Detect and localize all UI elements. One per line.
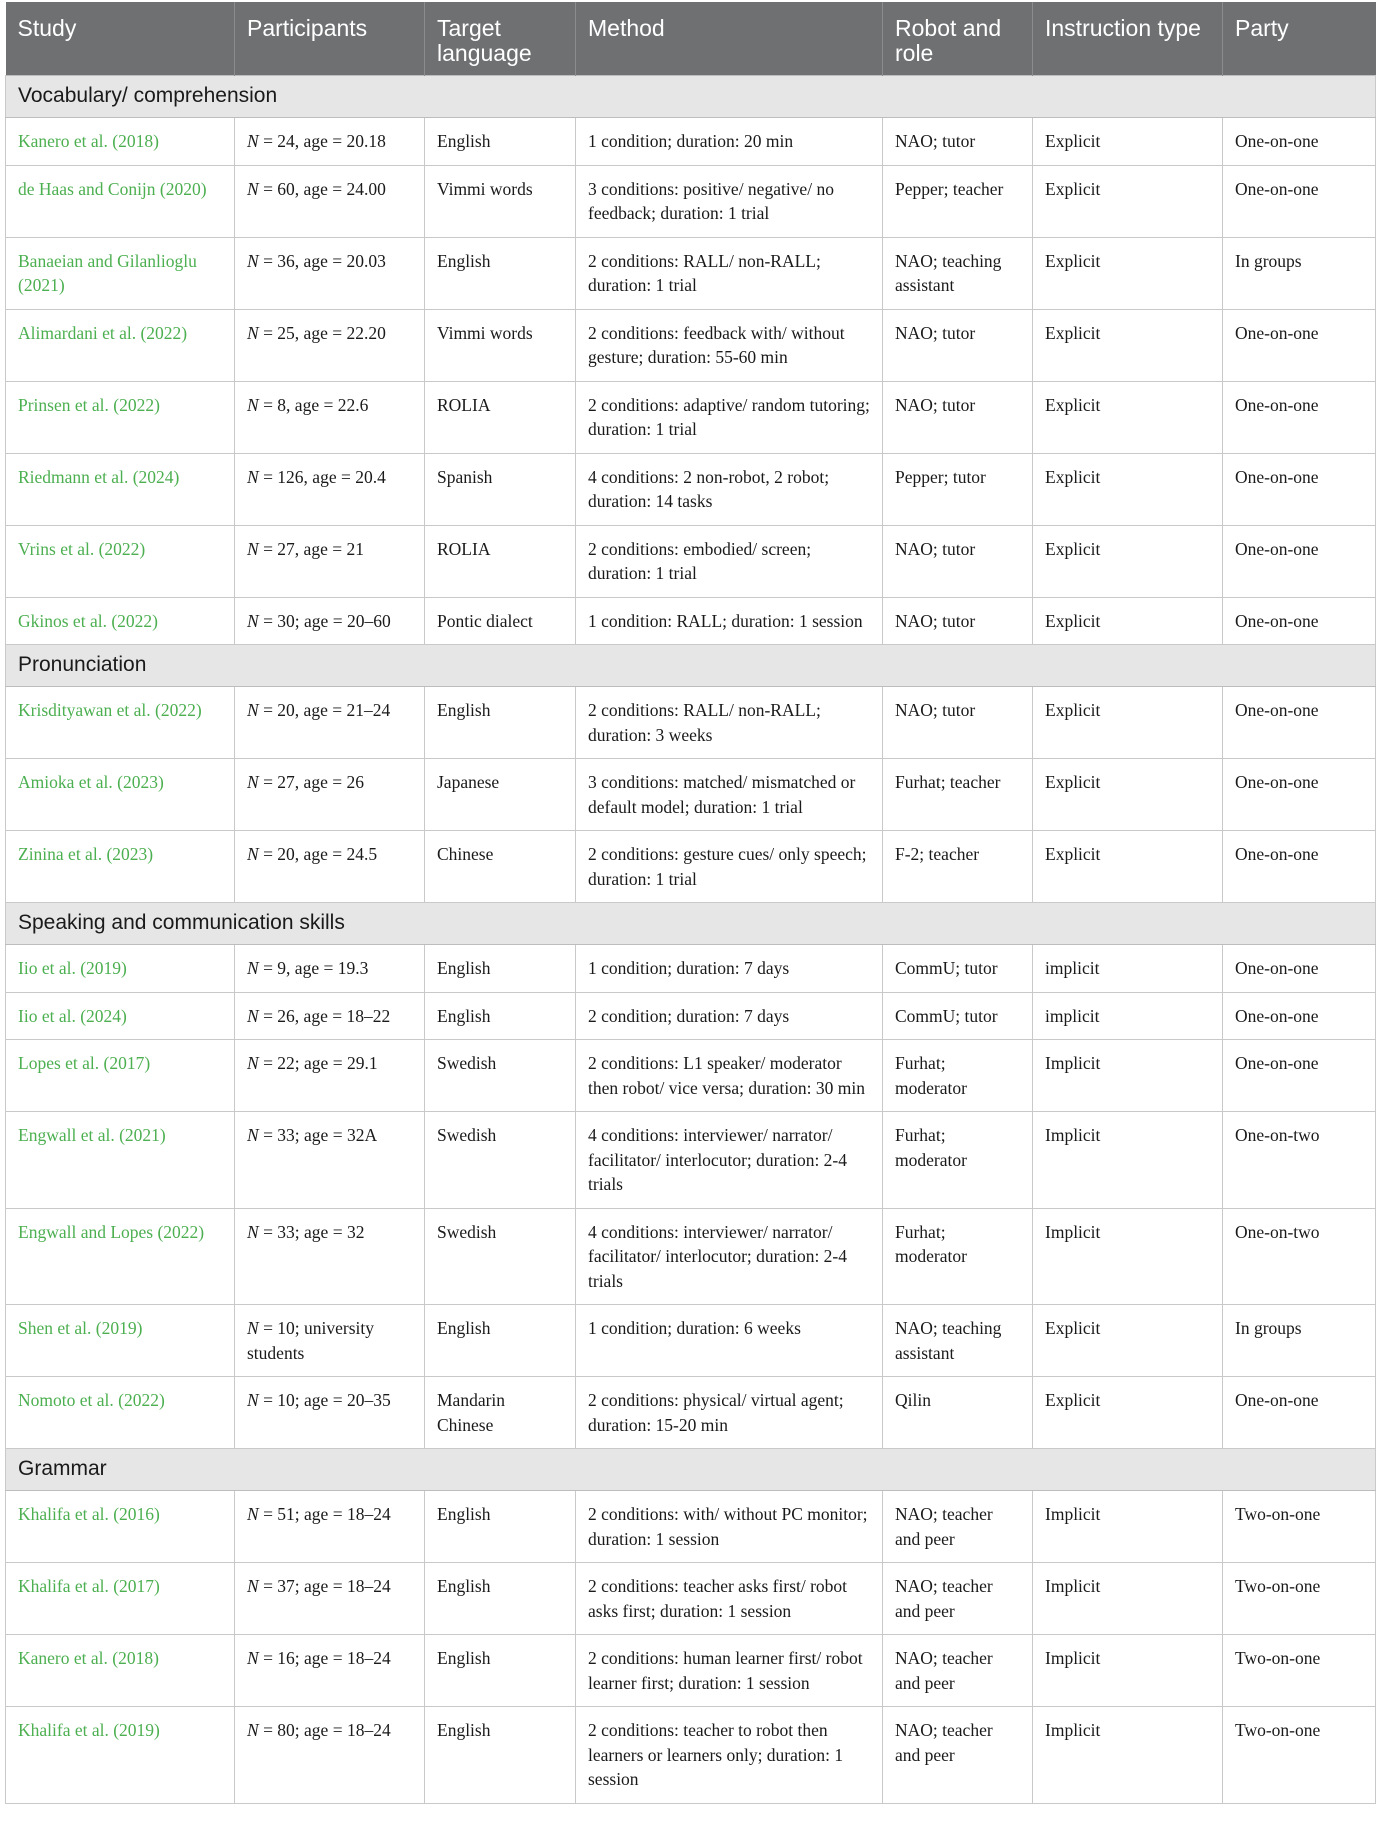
table-row [6, 1635, 1376, 1707]
participants-cell [235, 831, 425, 903]
method-cell: 1 condition; duration: 20 min [576, 118, 883, 166]
study-link[interactable]: Khalifa et al. (2019) [6, 1707, 235, 1804]
participants-text: = 10; university students [247, 1318, 375, 1363]
method-cell: 4 conditions: interviewer/ narrator/ facilitator/ interlocutor; duration: 2-4 trials [576, 1208, 883, 1305]
n-symbol: N [247, 1005, 259, 1026]
study-link[interactable]: Kanero et al. (2018) [6, 118, 235, 166]
table-row [6, 1208, 1376, 1305]
target-language-cell: ROLIA [425, 525, 576, 597]
participants-text: = 33; age = 32A [258, 1125, 378, 1145]
method-cell: 2 conditions: teacher asks first/ robot asks first; duration: 1 session [576, 1563, 883, 1635]
participants-text: = 20, age = 21–24 [258, 700, 391, 720]
participants-text: = 30; age = 20–60 [258, 610, 391, 631]
instruction-type-cell: Explicit [1033, 525, 1223, 597]
robot-role-cell: NAO; tutor [883, 687, 1033, 759]
section-row [6, 76, 1376, 118]
n-symbol: N [247, 131, 259, 151]
instruction-type-cell: Implicit [1033, 1707, 1223, 1804]
instruction-type-cell: Explicit [1033, 831, 1223, 903]
robot-role-cell: NAO; teacher and peer [883, 1707, 1033, 1804]
robot-role-cell: CommU; tutor [883, 945, 1033, 993]
participants-cell [235, 687, 425, 759]
header-party: Party [1223, 2, 1376, 76]
participants-cell [235, 945, 425, 993]
n-symbol: N [247, 250, 259, 271]
target-language-cell: Vimmi words [425, 309, 576, 381]
study-link[interactable]: Shen et al. (2019) [6, 1305, 235, 1377]
party-cell: One-on-one [1223, 1040, 1376, 1112]
robot-role-cell: Furhat; moderator [883, 1112, 1033, 1209]
target-language-cell: English [425, 1707, 576, 1804]
participants-cell [235, 1377, 425, 1449]
study-link[interactable]: Lopes et al. (2017) [6, 1040, 235, 1112]
robot-role-cell: Furhat; moderator [883, 1208, 1033, 1305]
method-cell: 4 conditions: 2 non-robot, 2 robot; duration: 14 tasks [576, 453, 883, 525]
header-participants: Participants [235, 2, 425, 76]
participants-cell [235, 525, 425, 597]
participants-text: = 26, age = 18–22 [258, 1005, 391, 1026]
participants-cell [235, 759, 425, 831]
robot-role-cell: NAO; teacher and peer [883, 1563, 1033, 1635]
target-language-cell: Spanish [425, 453, 576, 525]
table-row [6, 831, 1376, 903]
table-row [6, 309, 1376, 381]
table-body [6, 76, 1376, 1804]
party-cell: One-on-one [1223, 118, 1376, 166]
n-symbol: N [247, 1576, 259, 1596]
instruction-type-cell: Explicit [1033, 237, 1223, 309]
robot-role-cell: NAO; tutor [883, 118, 1033, 166]
target-language-cell: English [425, 1491, 576, 1563]
instruction-type-cell: Implicit [1033, 1491, 1223, 1563]
target-language-cell: Swedish [425, 1208, 576, 1305]
target-language-cell: English [425, 118, 576, 166]
header-row [6, 2, 1376, 76]
party-cell: One-on-one [1223, 309, 1376, 381]
instruction-type-cell: Implicit [1033, 1040, 1223, 1112]
study-link[interactable]: Engwall and Lopes (2022) [6, 1208, 235, 1305]
target-language-cell: ROLIA [425, 381, 576, 453]
table-row [6, 1491, 1376, 1563]
instruction-type-cell: Explicit [1033, 1377, 1223, 1449]
participants-cell [235, 992, 425, 1040]
n-symbol: N [247, 1221, 259, 1242]
study-link[interactable]: de Haas and Conijn (2020) [6, 165, 235, 237]
participants-text: = 25, age = 22.20 [258, 322, 386, 343]
participants-cell [235, 237, 425, 309]
n-symbol: N [247, 700, 259, 720]
method-cell: 2 conditions: adaptive/ random tutoring; duration: 1 trial [576, 381, 883, 453]
participants-cell [235, 165, 425, 237]
table-row [6, 992, 1376, 1040]
study-link[interactable]: Prinsen et al. (2022) [6, 381, 235, 453]
section-row [6, 903, 1376, 945]
method-cell: 1 condition; duration: 6 weeks [576, 1305, 883, 1377]
robot-role-cell: F-2; teacher [883, 831, 1033, 903]
participants-cell [235, 597, 425, 645]
study-link[interactable]: Kanero et al. (2018) [6, 1635, 235, 1707]
party-cell: One-on-one [1223, 597, 1376, 645]
table-row [6, 1563, 1376, 1635]
target-language-cell: Pontic dialect [425, 597, 576, 645]
target-language-cell: Vimmi words [425, 165, 576, 237]
n-symbol: N [247, 466, 259, 487]
method-cell: 2 conditions: physical/ virtual agent; duration: 15-20 min [576, 1377, 883, 1449]
participants-cell [235, 381, 425, 453]
method-cell: 2 conditions: embodied/ screen; duration: 1 trial [576, 525, 883, 597]
participants-cell [235, 309, 425, 381]
party-cell: In groups [1223, 1305, 1376, 1377]
instruction-type-cell: Explicit [1033, 381, 1223, 453]
instruction-type-cell: Implicit [1033, 1112, 1223, 1209]
participants-text: = 37; age = 18–24 [258, 1576, 391, 1596]
method-cell: 1 condition: RALL; duration: 1 session [576, 597, 883, 645]
study-link[interactable]: Krisdityawan et al. (2022) [6, 687, 235, 759]
party-cell: Two-on-one [1223, 1707, 1376, 1804]
section-row [6, 1449, 1376, 1491]
instruction-type-cell: Explicit [1033, 687, 1223, 759]
n-symbol: N [247, 322, 259, 343]
table-row [6, 759, 1376, 831]
table-row [6, 1112, 1376, 1209]
robot-role-cell: NAO; tutor [883, 309, 1033, 381]
instruction-type-cell: Explicit [1033, 453, 1223, 525]
participants-cell [235, 118, 425, 166]
section-row [6, 645, 1376, 687]
study-link[interactable]: Zinina et al. (2023) [6, 831, 235, 903]
table-row [6, 1707, 1376, 1804]
robot-role-cell: Pepper; teacher [883, 165, 1033, 237]
robot-role-cell: NAO; tutor [883, 381, 1033, 453]
participants-cell [235, 1112, 425, 1209]
participants-cell [235, 1635, 425, 1707]
n-symbol: N [247, 1053, 259, 1073]
study-link[interactable]: Iio et al. (2019) [6, 945, 235, 993]
participants-cell [235, 1707, 425, 1804]
table-row [6, 597, 1376, 645]
robot-role-cell: NAO; teacher and peer [883, 1635, 1033, 1707]
robot-role-cell: NAO; tutor [883, 525, 1033, 597]
party-cell: One-on-one [1223, 992, 1376, 1040]
party-cell: One-on-one [1223, 831, 1376, 903]
table-row [6, 1040, 1376, 1112]
method-cell: 2 condition; duration: 7 days [576, 992, 883, 1040]
party-cell: Two-on-one [1223, 1635, 1376, 1707]
n-symbol: N [247, 1390, 259, 1410]
party-cell: One-on-one [1223, 525, 1376, 597]
table-row [6, 165, 1376, 237]
header-method: Method [576, 2, 883, 76]
method-cell: 2 conditions: human learner first/ robot learner first; duration: 1 session [576, 1635, 883, 1707]
participants-text: = 51; age = 18–24 [258, 1504, 391, 1524]
table-row [6, 525, 1376, 597]
header-study: Study [6, 2, 235, 76]
header-instruction-type: Instruction type [1033, 2, 1223, 76]
study-link[interactable]: Banaeian and Gilanlioglu (2021) [6, 237, 235, 309]
instruction-type-cell: Explicit [1033, 759, 1223, 831]
robot-role-cell: NAO; teaching assistant [883, 1305, 1033, 1377]
method-cell: 2 conditions: feedback with/ without gesture; duration: 55-60 min [576, 309, 883, 381]
party-cell: One-on-one [1223, 687, 1376, 759]
robot-role-cell: Furhat; teacher [883, 759, 1033, 831]
target-language-cell: English [425, 1305, 576, 1377]
participants-text: = 8, age = 22.6 [258, 394, 369, 415]
table-header [6, 2, 1376, 76]
study-link[interactable]: Khalifa et al. (2016) [6, 1491, 235, 1563]
target-language-cell: English [425, 1635, 576, 1707]
participants-text: = 36, age = 20.03 [258, 250, 386, 271]
table-row [6, 381, 1376, 453]
n-symbol: N [247, 1504, 259, 1524]
robot-role-cell: NAO; teacher and peer [883, 1491, 1033, 1563]
participants-text: = 126, age = 20.4 [258, 466, 386, 487]
header-target-language: Target language [425, 2, 576, 76]
method-cell: 4 conditions: interviewer/ narrator/ facilitator/ interlocutor; duration: 2-4 trials [576, 1112, 883, 1209]
participants-text: = 27, age = 26 [258, 772, 364, 792]
table-row [6, 237, 1376, 309]
participants-text: = 20, age = 24.5 [258, 844, 378, 864]
target-language-cell: English [425, 1563, 576, 1635]
party-cell: One-on-one [1223, 381, 1376, 453]
target-language-cell: Swedish [425, 1112, 576, 1209]
robot-role-cell: NAO; tutor [883, 597, 1033, 645]
study-link[interactable]: Amioka et al. (2023) [6, 759, 235, 831]
instruction-type-cell: implicit [1033, 945, 1223, 993]
instruction-type-cell: Explicit [1033, 309, 1223, 381]
participants-text: = 22; age = 29.1 [258, 1053, 378, 1073]
robot-role-cell: CommU; tutor [883, 992, 1033, 1040]
participants-text: = 9, age = 19.3 [258, 958, 369, 978]
table-row [6, 687, 1376, 759]
table-row [6, 453, 1376, 525]
target-language-cell: English [425, 687, 576, 759]
target-language-cell: Mandarin Chinese [425, 1377, 576, 1449]
party-cell: One-on-two [1223, 1112, 1376, 1209]
instruction-type-cell: Explicit [1033, 597, 1223, 645]
target-language-cell: Chinese [425, 831, 576, 903]
n-symbol: N [247, 178, 259, 199]
method-cell: 1 condition; duration: 7 days [576, 945, 883, 993]
n-symbol: N [247, 610, 259, 631]
n-symbol: N [247, 958, 259, 978]
n-symbol: N [247, 1318, 259, 1338]
instruction-type-cell: Implicit [1033, 1563, 1223, 1635]
header-robot-and-role: Robot and role [883, 2, 1033, 76]
target-language-cell: Swedish [425, 1040, 576, 1112]
studies-table [5, 2, 1376, 1804]
method-cell: 2 conditions: RALL/ non-RALL; duration: 3 weeks [576, 687, 883, 759]
section-title: Grammar [6, 1449, 1376, 1491]
study-link[interactable]: Riedmann et al. (2024) [6, 453, 235, 525]
participants-cell [235, 1208, 425, 1305]
target-language-cell: English [425, 237, 576, 309]
party-cell: One-on-two [1223, 1208, 1376, 1305]
participants-text: = 60, age = 24.00 [258, 178, 386, 199]
section-title: Speaking and communication skills [6, 903, 1376, 945]
study-link[interactable]: Engwall et al. (2021) [6, 1112, 235, 1209]
method-cell: 3 conditions: positive/ negative/ no feedback; duration: 1 trial [576, 165, 883, 237]
instruction-type-cell: Explicit [1033, 165, 1223, 237]
instruction-type-cell: Implicit [1033, 1208, 1223, 1305]
party-cell: One-on-one [1223, 165, 1376, 237]
participants-text: = 33; age = 32 [258, 1221, 365, 1242]
robot-role-cell: Furhat; moderator [883, 1040, 1033, 1112]
participants-text: = 27, age = 21 [258, 538, 364, 559]
party-cell: Two-on-one [1223, 1563, 1376, 1635]
n-symbol: N [247, 1125, 259, 1145]
n-symbol: N [247, 1648, 259, 1668]
party-cell: Two-on-one [1223, 1491, 1376, 1563]
method-cell: 2 conditions: gesture cues/ only speech; duration: 1 trial [576, 831, 883, 903]
participants-cell [235, 1491, 425, 1563]
target-language-cell: English [425, 992, 576, 1040]
n-symbol: N [247, 538, 259, 559]
method-cell: 2 conditions: L1 speaker/ moderator then robot/ vice versa; duration: 30 min [576, 1040, 883, 1112]
study-link[interactable]: Nomoto et al. (2022) [6, 1377, 235, 1449]
target-language-cell: English [425, 945, 576, 993]
participants-text: = 16; age = 18–24 [258, 1648, 391, 1668]
instruction-type-cell: Implicit [1033, 1635, 1223, 1707]
section-title: Pronunciation [6, 645, 1376, 687]
method-cell: 3 conditions: matched/ mismatched or default model; duration: 1 trial [576, 759, 883, 831]
n-symbol: N [247, 772, 259, 792]
method-cell: 2 conditions: with/ without PC monitor; duration: 1 session [576, 1491, 883, 1563]
participants-cell [235, 1040, 425, 1112]
party-cell: In groups [1223, 237, 1376, 309]
table-row [6, 118, 1376, 166]
instruction-type-cell: Explicit [1033, 1305, 1223, 1377]
robot-role-cell: Pepper; tutor [883, 453, 1033, 525]
participants-text: = 24, age = 20.18 [258, 131, 386, 151]
study-link[interactable]: Vrins et al. (2022) [6, 525, 235, 597]
target-language-cell: Japanese [425, 759, 576, 831]
n-symbol: N [247, 394, 259, 415]
participants-cell [235, 453, 425, 525]
method-cell: 2 conditions: teacher to robot then learners or learners only; duration: 1 session [576, 1707, 883, 1804]
n-symbol: N [247, 844, 259, 864]
robot-role-cell: NAO; teaching assistant [883, 237, 1033, 309]
section-title: Vocabulary/ comprehension [6, 76, 1376, 118]
party-cell: One-on-one [1223, 1377, 1376, 1449]
study-link[interactable]: Iio et al. (2024) [6, 992, 235, 1040]
participants-text: = 80; age = 18–24 [258, 1720, 391, 1740]
party-cell: One-on-one [1223, 453, 1376, 525]
table-row [6, 1305, 1376, 1377]
study-link[interactable]: Gkinos et al. (2022) [6, 597, 235, 645]
instruction-type-cell: implicit [1033, 992, 1223, 1040]
party-cell: One-on-one [1223, 945, 1376, 993]
table-row [6, 1377, 1376, 1449]
party-cell: One-on-one [1223, 759, 1376, 831]
study-link[interactable]: Khalifa et al. (2017) [6, 1563, 235, 1635]
robot-role-cell: Qilin [883, 1377, 1033, 1449]
participants-cell [235, 1563, 425, 1635]
method-cell: 2 conditions: RALL/ non-RALL; duration: 1 trial [576, 237, 883, 309]
participants-cell [235, 1305, 425, 1377]
n-symbol: N [247, 1720, 259, 1740]
instruction-type-cell: Explicit [1033, 118, 1223, 166]
study-link[interactable]: Alimardani et al. (2022) [6, 309, 235, 381]
table-row [6, 945, 1376, 993]
participants-text: = 10; age = 20–35 [258, 1390, 391, 1410]
